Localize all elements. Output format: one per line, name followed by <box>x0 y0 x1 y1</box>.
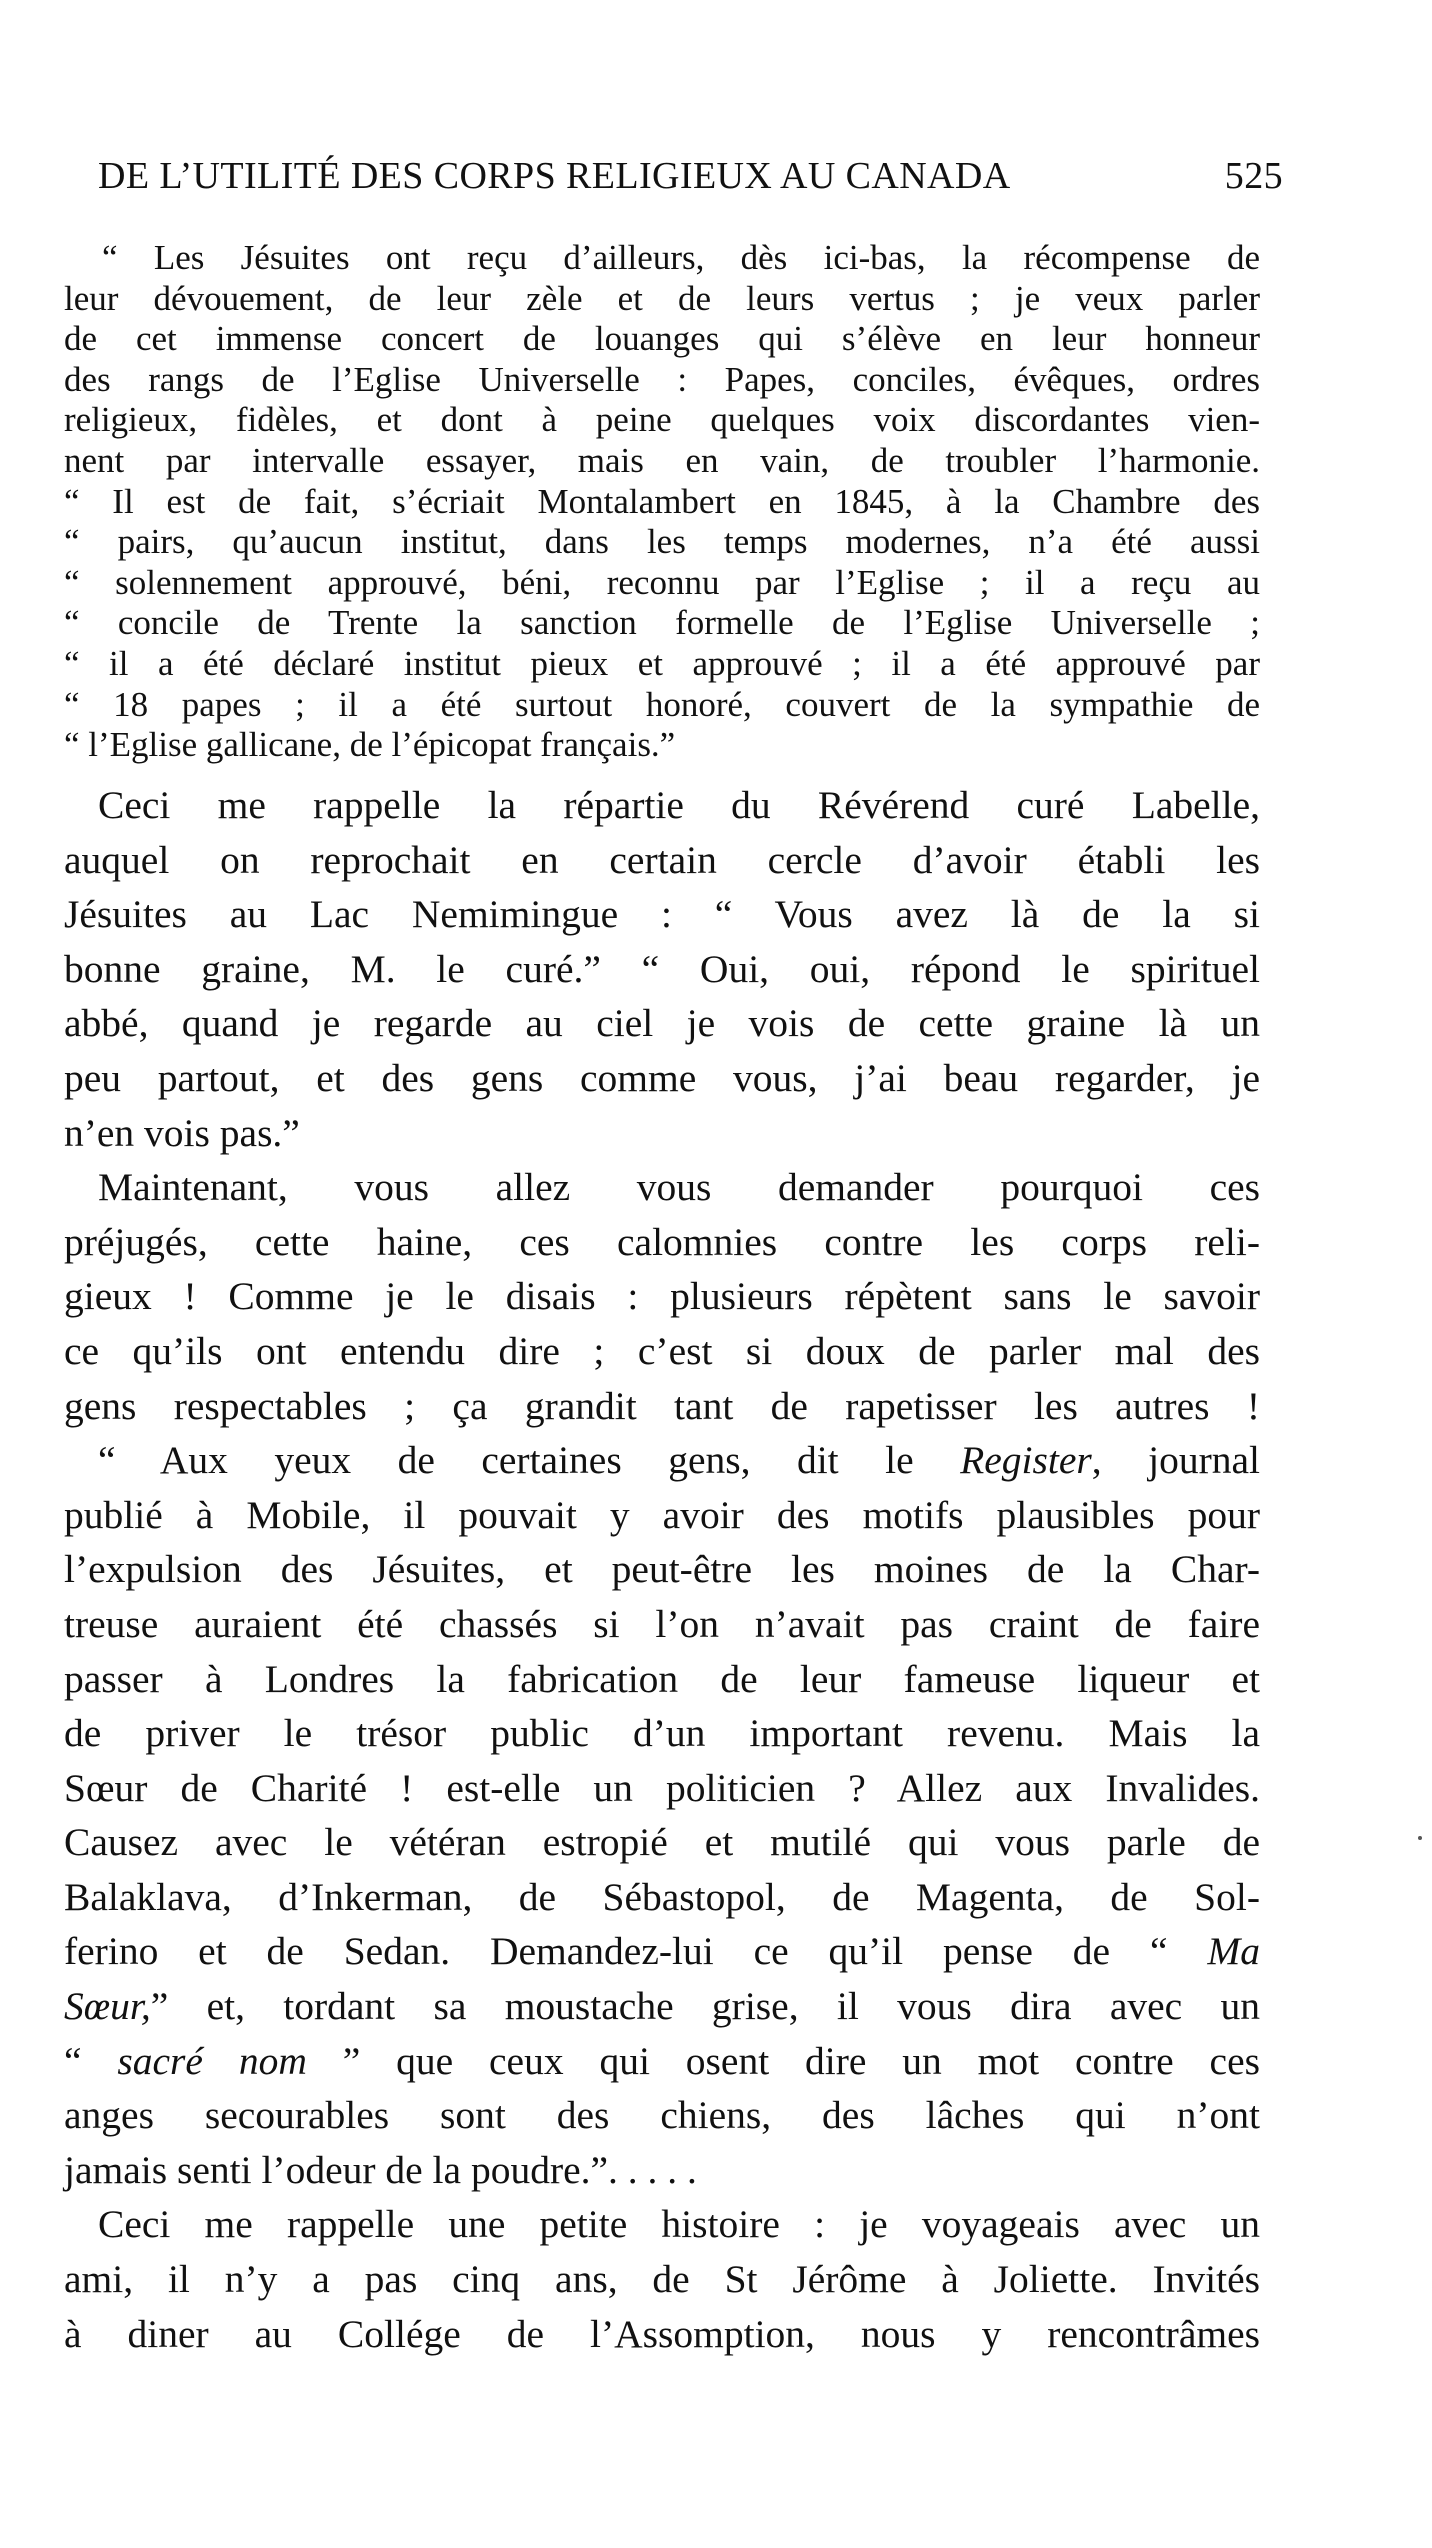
paragraph-labelle-line: abbé, quand je regarde au ciel je vois de cette graine là un <box>64 1001 1260 1046</box>
paragraph-register-line <box>64 1924 1260 1979</box>
journal-name: Register <box>960 1438 1092 1483</box>
paragraph-maintenant-line: gens respectables ; ça grandit tant de rapetisser les autres ! <box>64 1383 1260 1428</box>
paragraph-histoire-line: ami, il n’y a pas cinq ans, de St Jérôme à Joliette. Invités <box>64 2257 1260 2302</box>
quote-line: religieux, fidèles, et dont à peine quelques voix discordantes vien- <box>64 400 1260 440</box>
text-run: ferino et de Sedan. Demandez-lui ce qu’il pense de “ <box>64 1929 1208 1974</box>
page-number: 525 <box>1224 155 1283 197</box>
paragraph-register-line: Balaklava, d’Inkerman, de Sébastopol, de Magenta, de Sol- <box>64 1874 1260 1919</box>
paragraph-labelle-line: Jésuites au Lac Nemimingue : “ Vous avez là de la si <box>64 892 1260 937</box>
paragraph-labelle-line: bonne graine, M. le curé.” “ Oui, oui, répond le spirituel <box>64 946 1260 991</box>
quote-line: des rangs de l’Eglise Universelle : Papes, conciles, évêques, ordres <box>64 359 1260 399</box>
paragraph-maintenant-line: Maintenant, vous allez vous demander pourquoi ces <box>98 1165 1260 1210</box>
paragraph-maintenant-line: préjugés, cette haine, ces calomnies contre les corps reli- <box>64 1219 1260 1264</box>
text-run: “ Aux yeux de certaines gens, dit le <box>98 1438 961 1483</box>
italic-phrase: Ma <box>1207 1929 1260 1974</box>
italic-phrase: sacré nom <box>117 2038 307 2083</box>
print-speck <box>1418 1836 1422 1840</box>
paragraph-register-line: treuse auraient été chassés si l’on n’avait pas craint de faire <box>64 1601 1260 1646</box>
quoted-passage <box>64 238 1260 766</box>
paragraph-labelle-line: peu partout, et des gens comme vous, j’ai beau regarder, je <box>64 1055 1260 1100</box>
paragraph-maintenant-line: gieux ! Comme je le disais : plusieurs répètent sans le savoir <box>64 1274 1260 1319</box>
paragraph-register-line: de priver le trésor public d’un important revenu. Mais la <box>64 1711 1260 1756</box>
paragraph-maintenant-line: ce qu’ils ont entendu dire ; c’est si doux de parler mal des <box>64 1328 1260 1373</box>
paragraph-register-line <box>64 1979 1260 2034</box>
quote-line: “ l’Eglise gallicane, de l’épicopat français.” <box>64 725 676 765</box>
quote-line: “ il a été déclaré institut pieux et approuvé ; il a été approuvé par <box>64 643 1260 683</box>
quote-line: de cet immense concert de louanges qui s’élève en leur honneur <box>64 319 1260 359</box>
paragraph-register-line: anges secourables sont des chiens, des lâches qui n’ont <box>64 2093 1260 2138</box>
paragraph-register-line <box>64 2034 1260 2089</box>
paragraph-labelle-line: n’en vois pas.” <box>64 1110 300 1155</box>
paragraph-register-line: Sœur de Charité ! est-elle un politicien ? Allez aux Invalides. <box>64 1765 1260 1810</box>
quote-line: “ pairs, qu’aucun institut, dans les temps modernes, n’a été aussi <box>64 522 1260 562</box>
paragraph-labelle-line: auquel on reprochait en certain cercle d’avoir établi les <box>64 837 1260 882</box>
body-text <box>64 778 1260 2361</box>
quote-line: leur dévouement, de leur zèle et de leurs vertus ; je veux parler <box>64 278 1260 318</box>
quote-line: “ Il est de fait, s’écriait Montalambert en 1845, à la Chambre des <box>64 481 1260 521</box>
text-run: “ <box>64 2038 118 2083</box>
paragraph-register-line: passer à Londres la fabrication de leur fameuse liqueur et <box>64 1656 1260 1701</box>
paragraph-register-line: publié à Mobile, il pouvait y avoir des motifs plausibles pour <box>64 1492 1260 1537</box>
italic-phrase: Sœur, <box>64 1984 151 2029</box>
quote-line: “ solennement approuvé, béni, reconnu par l’Eglise ; il a reçu au <box>64 562 1260 602</box>
paragraph-register-line: jamais senti l’odeur de la poudre.”. . . . . <box>64 2147 697 2192</box>
text-run: ” que ceux qui osent dire un mot contre ces <box>306 2038 1260 2083</box>
text-run: ” et, tordant sa moustache grise, il vous dira avec un <box>150 1984 1260 2029</box>
header-title: DE L’UTILITÉ DES CORPS RELIGIEUX AU CANADA <box>98 155 1011 197</box>
paragraph-register-line: l’expulsion des Jésuites, et peut-être les moines de la Char- <box>64 1547 1260 1592</box>
paragraph-histoire-line: à diner au Collége de l’Assomption, nous y rencontrâmes <box>64 2311 1260 2356</box>
paragraph-register-line: Causez avec le vétéran estropié et mutilé qui vous parle de <box>64 1820 1260 1865</box>
text-run: , journal <box>1091 1438 1261 1483</box>
quote-line: “ 18 papes ; il a été surtout honoré, couvert de la sympathie de <box>64 684 1260 724</box>
paragraph-labelle-line: Ceci me rappelle la répartie du Révérend curé Labelle, <box>98 783 1260 827</box>
quote-line: “ concile de Trente la sanction formelle de l’Eglise Universelle ; <box>64 603 1260 643</box>
paragraph-histoire-line: Ceci me rappelle une petite histoire : je voyageais avec un <box>98 2202 1260 2247</box>
running-header <box>98 150 1283 202</box>
quote-line: nent par intervalle essayer, mais en vain, de troubler l’harmonie. <box>64 440 1260 480</box>
paragraph-register-line <box>64 1433 1260 1488</box>
quote-line: “ Les Jésuites ont reçu d’ailleurs, dès ici-bas, la récompense de <box>102 238 1260 277</box>
